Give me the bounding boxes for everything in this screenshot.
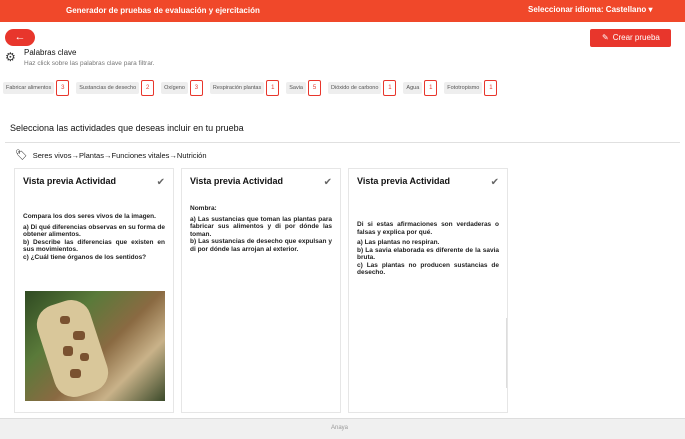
check-icon[interactable]: ✔ [323, 177, 332, 188]
footer [0, 418, 685, 439]
card-line: c) ¿Cuál tiene órganos de los sentidos? [23, 253, 147, 261]
card-body [190, 205, 332, 253]
keyword-chip[interactable] [161, 80, 203, 96]
keyword-chips [3, 79, 504, 97]
chip-label: Sustancias de desecho [76, 82, 139, 94]
card-title: Vista previa Actividad [190, 176, 284, 186]
keyword-chip[interactable] [286, 80, 321, 96]
arrow-left-icon: ← [14, 31, 26, 43]
keywords-title: Palabras clave [24, 48, 77, 57]
giraffe-image [25, 291, 165, 401]
activity-card[interactable] [348, 168, 508, 413]
activity-card[interactable] [14, 168, 174, 413]
card-line: Nombra: [190, 205, 217, 212]
keywords-help: Haz click sobre las palabras clave para filtrar. [24, 60, 155, 67]
chip-count: 1 [266, 80, 279, 96]
activity-card[interactable] [181, 168, 341, 413]
chip-label: Savia [286, 82, 306, 94]
create-test-label: Crear prueba [612, 33, 660, 42]
section-title: Selecciona las actividades que deseas incluir en tu prueba [10, 123, 244, 133]
edit-icon: ✎ [602, 33, 609, 42]
divider [5, 142, 680, 143]
top-bar [0, 0, 685, 22]
keyword-chip[interactable] [210, 80, 279, 96]
keyword-chip[interactable] [76, 80, 154, 96]
chip-count: 2 [141, 80, 154, 96]
breadcrumb [15, 150, 207, 161]
create-test-button[interactable] [590, 29, 671, 47]
chip-label: Fototropismo [444, 82, 482, 94]
footer-text: Anaya [331, 425, 349, 431]
tags-icon: 🏷 [15, 150, 28, 161]
keyword-chip[interactable] [444, 80, 497, 96]
keyword-chip[interactable] [3, 80, 69, 96]
card-line: a) Las sustancias que toman las plantas para fabricar sus alimentos y di por dónde las toman. [190, 215, 332, 238]
card-line: b) Las sustancias de desecho que expulsan y di por dónde las arrojan al exterior. [190, 238, 332, 253]
chip-label: Oxígeno [161, 82, 188, 94]
chip-label: Fabricar alimentos [3, 82, 54, 94]
app-title: Generador de pruebas de evaluación y ejercitación [66, 6, 260, 15]
chip-label: Dióxido de carbono [328, 82, 381, 94]
card-body [23, 213, 165, 261]
card-title: Vista previa Actividad [23, 176, 117, 186]
card-line: b) Describe las diferencias que existen en sus movimientos. [23, 238, 165, 253]
chip-count: 3 [190, 80, 203, 96]
chip-label: Respiración plantas [210, 82, 264, 94]
chip-count: 3 [56, 80, 69, 96]
keyword-chip[interactable] [403, 80, 437, 96]
chip-count: 1 [424, 80, 437, 96]
gears-icon: ⚙ [5, 50, 16, 64]
scrollbar[interactable] [506, 318, 507, 388]
language-selector[interactable]: Seleccionar idioma: Castellano ▾ [528, 5, 653, 14]
chip-label: Agua [403, 82, 422, 94]
card-title: Vista previa Actividad [357, 176, 451, 186]
check-icon[interactable]: ✔ [156, 177, 165, 188]
chip-count: 5 [308, 80, 321, 96]
breadcrumb-text: Seres vivos→Plantas→Funciones vitales→Nutrición [32, 151, 207, 160]
chip-count: 1 [484, 80, 497, 96]
card-line: a) Las plantas no respiran. [357, 239, 440, 246]
activity-cards [14, 168, 674, 418]
card-line: Di si estas afirmaciones son verdaderas o falsas y explica por qué. [357, 221, 499, 236]
card-body [357, 221, 499, 277]
chip-count: 1 [383, 80, 396, 96]
card-line: Compara los dos seres vivos de la imagen. [23, 213, 156, 220]
card-line: b) La savia elaborada es diferente de la savia bruta. [357, 246, 499, 261]
card-line: c) Las plantas no producen sustancias de desecho. [357, 261, 499, 276]
back-button[interactable] [5, 29, 35, 46]
keyword-chip[interactable] [328, 80, 396, 96]
check-icon[interactable]: ✔ [490, 177, 499, 188]
card-line: a) Di qué diferencias observas en su forma de obtener alimentos. [23, 223, 165, 238]
